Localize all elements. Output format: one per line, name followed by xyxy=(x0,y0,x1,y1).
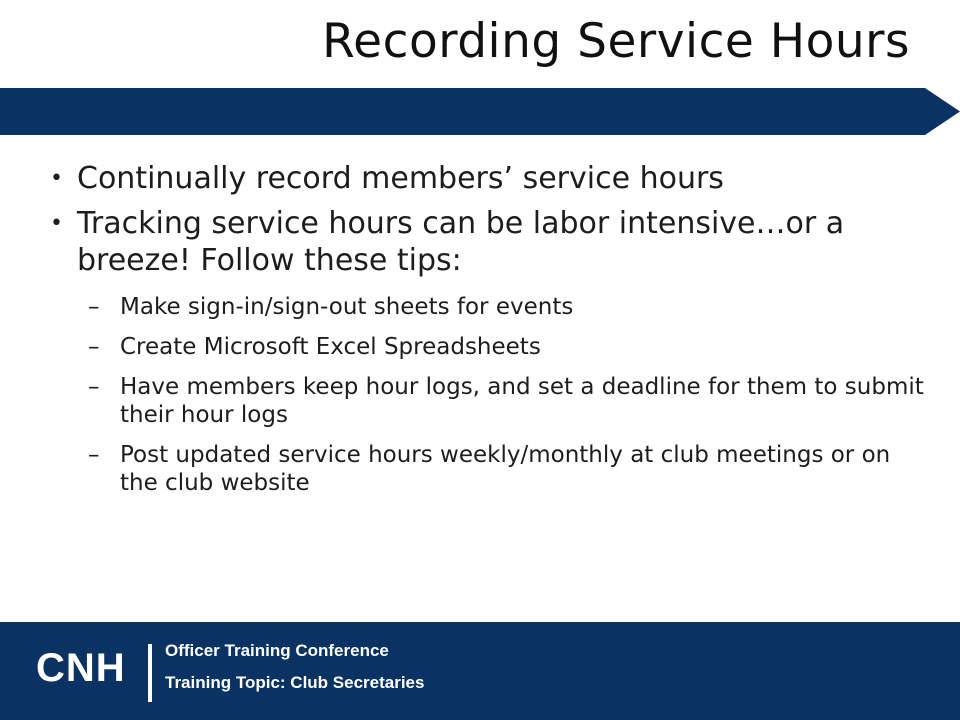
sub-bullet-item xyxy=(50,441,930,497)
sub-bullet-marker: – xyxy=(88,334,100,360)
cnh-logo: CNH xyxy=(36,646,126,690)
sub-bullet-item xyxy=(50,333,930,361)
bullet-item xyxy=(50,160,930,197)
footer-divider xyxy=(148,644,152,702)
slide-content xyxy=(50,160,930,509)
sub-bullet-text: Have members keep hour logs, and set a deadline for them to submit their hour logs xyxy=(120,374,924,428)
sub-bullet-marker: – xyxy=(88,294,100,320)
title-banner-bar xyxy=(0,88,960,135)
sub-bullet-item xyxy=(50,373,930,429)
sub-bullet-marker: – xyxy=(88,374,100,400)
sub-bullet-item xyxy=(50,293,930,321)
training-topic: Training Topic: Club Secretaries xyxy=(165,673,425,692)
bullet-item xyxy=(50,205,930,279)
bullet-marker: • xyxy=(50,211,63,236)
bullet-text: Continually record members’ service hours xyxy=(77,161,724,196)
sub-bullet-text: Create Microsoft Excel Spreadsheets xyxy=(120,334,541,360)
slide-title: Recording Service Hours xyxy=(322,14,910,69)
bullet-marker: • xyxy=(50,166,63,191)
sub-bullet-marker: – xyxy=(88,442,100,468)
sub-bullet-text: Post updated service hours weekly/monthly at club meetings or on the club website xyxy=(120,442,891,496)
sub-bullet-text: Make sign-in/sign-out sheets for events xyxy=(120,294,574,320)
conference-name: Officer Training Conference xyxy=(165,641,389,660)
bullet-text: Tracking service hours can be labor intensive…or a breeze! Follow these tips: xyxy=(77,206,845,278)
footer-bar xyxy=(0,622,960,720)
